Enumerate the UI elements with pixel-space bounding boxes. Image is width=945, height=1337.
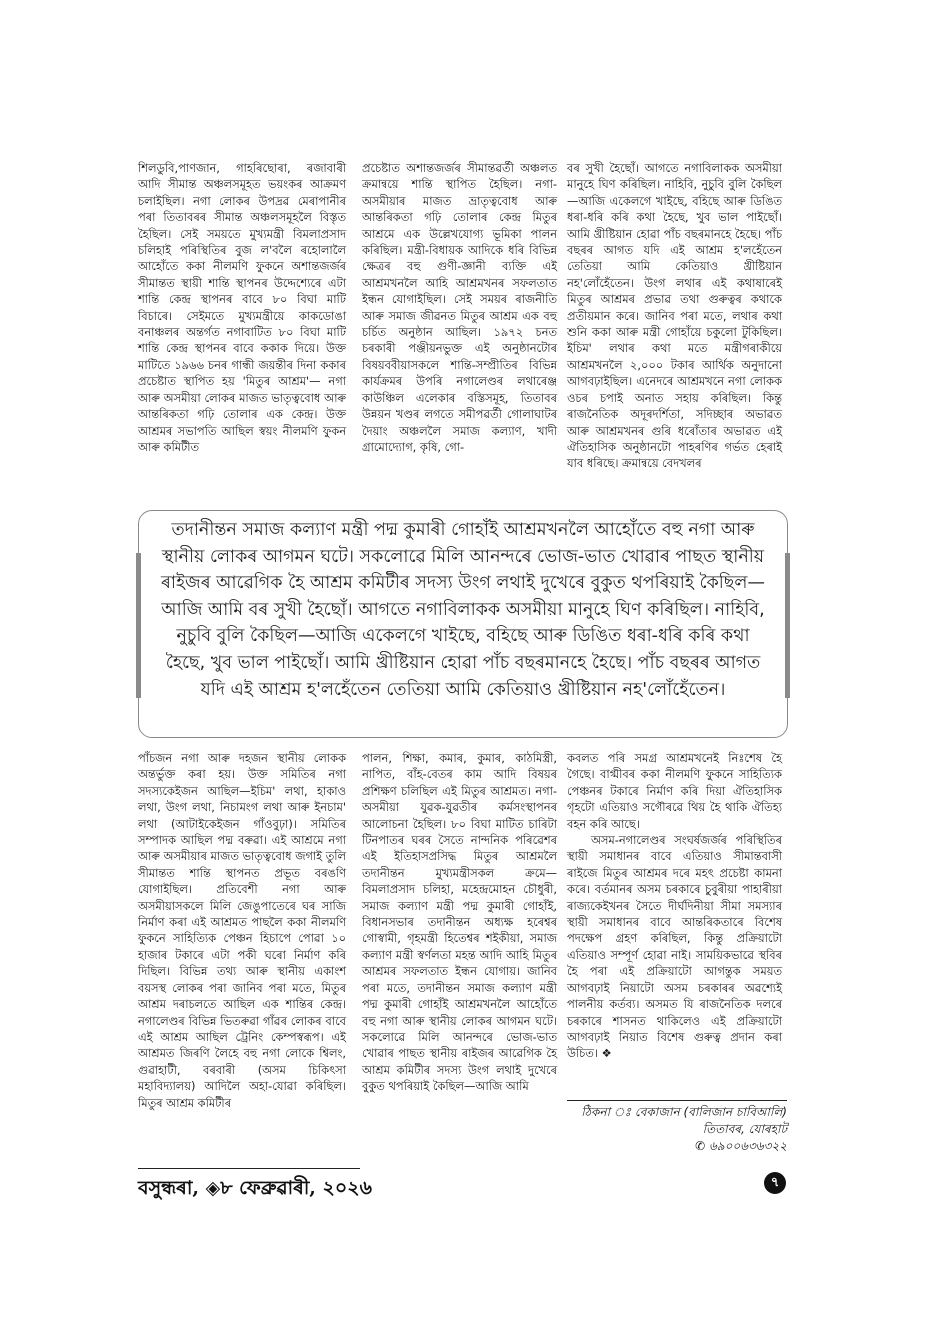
paragraph: শিলডুবি,পাণজান, গাহৰিছোৰা, ৰজাবাৰী আদি সীমান্ত অঞ্চলসমূহত ভয়ংকৰ আক্ৰমণ চলাইছিল। নগা লোকৰ উপদ্ৰৱ মেৰাপানীৰ পৰা তিতাবৰৰ সীমান্ত অঞ্চলসমূহলৈ বিস্তৃত হৈছিল। সেই সময়তে মুখ্যমন্ত্ৰী বিমলাপ্ৰসাদ চলিহাই পৰিস্থিতিৰ বুজ ল'বলৈ ৰহোলালৈ আহোঁতে ককা নীলমণি ফুকনে অশান্তজৰ্জৰ সীমান্তত স্থায়ী শান্তি স্থাপনৰ উদ্দেশ্যেৰে এটা শান্তি কেন্দ্ৰ স্থাপনৰ বাবে ৮০ বিঘা মাটি বিচাৰে। সেইমতে মুখ্যমন্ত্ৰীয়ে কাকডোঙা বনাঞ্চলৰ অন্তৰ্গত নগাবাটিত ৮০ বিঘা মাটি শান্তি কেন্দ্ৰ স্থাপনৰ বাবে ককাক দিয়ে। উক্ত মাটিতে ১৯৬৬ চনৰ গান্ধী জয়ন্তীৰ দিনা ককাৰ প্ৰচেষ্টাত স্থাপিত হয় 'মিতুৰ আশ্ৰম'— নগা আৰু অসমীয়া লোকৰ মাজত ভাতৃত্ববোধ আৰু আন্তৰিকতা গঢ়ি তোলাৰ এক কেন্দ্ৰ। উক্ত আশ্ৰমৰ সভাপতি আছিল স্বয়ং নীলমণি ফুকন আৰু কমিটীত — [138, 161, 346, 454]
article-column-4 — [138, 750, 346, 1111]
paragraph: কবলত পৰি সমগ্ৰ আশ্ৰমখনেই নিঃশেষ হৈ গৈছে। বাগ্মীবৰ ককা নীলমণি ফুকনে সাহিত্যিক পেঞ্চনৰ টকাৰে নিৰ্মাণ কৰি দিয়া ঐতিহাসিক গৃহটো এতিয়াও সগৌৰৱে থিয় হৈ থাকি ঐতিহ্য বহন কৰি আছে। — [567, 751, 782, 831]
article-column-5 — [362, 750, 557, 1095]
paragraph: পাঁচজন নগা আৰু দহজন স্থানীয় লোকক অন্তৰ্ভুক্ত কৰা হয়। উক্ত সমিতিৰ নগা সদস্যকেইজন আছিল—ইচিম' লথা, হাকাও লথা, উংগ লথা, নিচামংগ লথা আৰু ইনচাম' লথা (আটাইকেইজন গাঁওবুঢ়া)। সমিতিৰ সম্পাদক আছিল পদ্ম বৰুৱা। এই আশ্ৰমে নগা আৰু অসমীয়াৰ মাজত ভাতৃত্ববোধ জগাই তুলি সীমান্তত শান্তি স্থাপনত প্ৰভূত বৰঙণি যোগাইছিল। প্ৰতিবেশী নগা আৰু অসমীয়াসকলে মিলি জেঙুপাতেৰে ঘৰ সাজি নিৰ্মাণ কৰা এই আশ্ৰমত পাছলৈ ককা নীলমণি ফুকনে সাহিত্যিক পেঞ্চন হিচাপে পোৱা ১০ হাজাৰ টকাৰে এটা পকী ঘৰো নিৰ্মাণ কৰি দিছিল। বিভিন্ন তথ্য আৰু স্থানীয় একাংশ বয়সস্থ লোকৰ পৰা জানিব পৰা মতে, মিতুৰ আশ্ৰম দৰাচলতে আছিল এক শান্তিৰ কেন্দ্ৰ। নগালেণ্ডৰ বিভিন্ন ভিতৰুৱা গাঁৱৰ লোকৰ বাবে এই আশ্ৰম আছিল ট্ৰেনিং কেম্পস্বৰূপ। এই আশ্ৰমত জিৰণি লৈহে বহু নগা লোকে শ্বিলং, গুৱাহাটী, বৰবাৰী (অসম চিকিৎসা মহাবিদ্যালয়) আদিলৈ অহা-যোৱা কৰিছিল। মিতুৰ আশ্ৰম কমিটীৰ — [138, 751, 346, 1110]
pull-quote-box — [138, 510, 788, 738]
article-column-6 — [567, 750, 782, 1062]
author-address-line1: ঠিকনা ঃ বেকাজান (বালিজান চাবিআলি) — [581, 1105, 787, 1119]
paragraph: অসম-নগালেণ্ডৰ সংঘৰ্ষজৰ্জৰ পৰিস্থিতিৰ স্থায়ী সমাধানৰ বাবে এতিয়াও সীমান্তবাসী ৰাইজে মিতুৰ আশ্ৰমৰ দৰে মহৎ প্ৰচেষ্টা কামনা কৰে। বৰ্তমানৰ অসম চৰকাৰে চুবুৰীয়া পাহাৰীয়া ৰাজ্যকেইখনৰ সৈতে দীৰ্ঘদিনীয়া সীমা সমস্যাৰ স্থায়ী সমাধানৰ বাবে আন্তৰিকতাৰে বিশেষ পদক্ষেপ গ্ৰহণ কৰিছিল, কিন্তু প্ৰক্ৰিয়াটো এতিয়াও সম্পূৰ্ণ হোৱা নাই। সাময়িকভাৱে স্থবিৰ হৈ পৰা এই প্ৰক্ৰিয়াটো আগন্তুক সময়ত আগবঢ়াই নিয়াটো অসম চৰকাৰৰ অৱশ্যেই পালনীয় কৰ্তব্য। অসমত যি ৰাজনৈতিক দলৰে চৰকাৰে শাসনত থাকিলেও এই প্ৰক্ৰিয়াটো আগবঢ়াই নিয়াত বিশেষ গুৰুত্ব প্ৰদান কৰা উচিত। ❖ — [567, 833, 782, 1061]
article-column-1 — [138, 160, 346, 455]
article-column-3 — [567, 160, 782, 472]
article-column-2 — [362, 160, 557, 455]
paragraph: প্ৰচেষ্টাত অশান্তজৰ্জৰ সীমান্তৱৰ্তী অঞ্চলত ক্ৰমান্বয়ে শান্তি স্থাপিত হৈছিল। নগা-অসমীয়াৰ মাজত ভ্ৰাতৃত্ববোধ আৰু আন্তৰিকতা গঢ়ি তোলাৰ কেন্দ্ৰ মিতুৰ আশ্ৰমে এক উল্লেখযোগ্য ভূমিকা পালন কৰিছিল। মন্ত্ৰী-বিধায়ক আদিকে ধৰি বিভিন্ন ক্ষেত্ৰৰ বহু গুণী-জ্ঞানী ব্যক্তি এই আশ্ৰমখনলৈ আহি আশ্ৰমখনৰ সফলতাত ইন্ধন যোগাইছিল। সেই সময়ৰ ৰাজনীতি আৰু সমাজ জীৱনত মিতুৰ আশ্ৰম এক বহু চৰ্চিত অনুষ্ঠান আছিল। ১৯৭২ চনত চৰকাৰী পঞ্জীয়নভুক্ত এই অনুষ্ঠানটোৰ বিষয়ববীয়াসকলে শান্তি-সম্প্ৰীতিৰ বিভিন্ন কাৰ্যক্ৰমৰ উপৰি নগালেণ্ডৰ লথাৰেঞ্জ কাউঞ্চিল এলেকাৰ বস্তিসমূহ, তিতাবৰ উন্নয়ন খণ্ডৰ লগতে সমীপৱৰ্তী গোলাঘাটৰ দৈয়াং অঞ্চললৈ সমাজ কল্যাণ, খাদী গ্ৰামোদ্যোগ, কৃষি, গো- — [362, 161, 557, 454]
footer-publication-date: বসুন্ধৰা, ◈৮ ফেব্ৰুৱাৰী, ২০২৬ — [138, 1177, 372, 1199]
author-signature — [567, 1100, 787, 1155]
paragraph: বৰ সুখী হৈছোঁ। আগতে নগাবিলাকক অসমীয়া মানুহে ঘিণ কৰিছিল। নাহিবি, নুচুবি বুলি কৈছিল—আজি একেলগে খাইছে, বহিছে আৰু ডিঙিত ধৰা-ধৰি কৰি কথা হৈছে, খুব ভাল পাইছোঁ। আমি খ্ৰীষ্টিয়ান হোৱা পাঁচ বছৰমানহে হৈছে। পাঁচ বছৰৰ আগত যদি এই আশ্ৰম হ'লহেঁতেন তেতিয়া আমি কেতিয়াও খ্ৰীষ্টিয়ান নহ'লোঁহেঁতেন। উংগ লথাৰ এই কথাষাৰেই মিতুৰ আশ্ৰমৰ প্ৰভাৱ তথা গুৰুত্বৰ কথাকে প্ৰতীয়মান কৰে। জানিব পৰা মতে, লথাৰ কথা শুনি ককা আৰু মন্ত্ৰী গোহাঁয়ে চকুলো টুকিছিল। ইচিম' লথাৰ কথা মতে মন্ত্ৰীগৰাকীয়ে আশ্ৰমখনলৈ ২,০০০ টকাৰ আৰ্থিক অনুদানো আগবঢ়াইছিল। এনেদৰে আশ্ৰমখনে নগা লোকক ওচৰ চপাই অনাত সহায় কৰিছিল। কিন্তু ৰাজনৈতিক অদূৰদৰ্শিতা, সদিচ্ছাৰ অভাৱত আৰু আশ্ৰমখনৰ গুৰি ধৰোঁতাৰ অভাৱত এই ঐতিহাসিক অনুষ্ঠানটো পাহৰণিৰ গৰ্ভত হেৰাই যাব ধৰিছে। ক্ৰমান্বয়ে বেদখলৰ — [567, 161, 782, 471]
author-phone: ✆ ৬৯০০৬৩৬৩২২ — [695, 1139, 787, 1153]
pull-quote-right-bar — [785, 553, 790, 698]
pull-quote-left-bar — [136, 553, 141, 698]
footer-divider — [138, 1168, 360, 1169]
page-number-badge: ৭ — [764, 1172, 786, 1194]
paragraph: পালন, শিক্ষা, কমাৰ, কুমাৰ, কাঠমিস্ত্ৰী, নাপিত, বাঁহ-বেতৰ কাম আদি বিষয়ৰ প্ৰশিক্ষণ চলিছিল এই মিতুৰ আশ্ৰমত। নগা-অসমীয়া যুৱক-যুৱতীৰ কৰ্মসংস্থাপনৰ আলোচনা হৈছিল। ৮০ বিঘা মাটিত চাৰিটা টিনপাতৰ ঘৰৰ সৈতে নান্দনিক পৰিৱেশৰ এই ইতিহাসপ্ৰসিদ্ধ মিতুৰ আশ্ৰমলৈ তদানীন্তন মুখ্যমন্ত্ৰীসকল ক্ৰমে— বিমলাপ্ৰসাদ চলিহা, মহেন্দ্ৰমোহন চৌধুৰী, সমাজ কল্যাণ মন্ত্ৰী পদ্ম কুমাৰী গোহাঁই, বিধানসভাৰ তদানীন্তন অধ্যক্ষ হৰেশ্বৰ গোস্বামী, গৃহমন্ত্ৰী হিতেশ্বৰ শইকীয়া, সমাজ কল্যাণ মন্ত্ৰী স্বৰ্ণলতা মহন্ত আদি আহি মিতুৰ আশ্ৰমৰ সফলতাত ইন্ধন যোগায়। জানিব পৰা মতে, তদানীন্তন সমাজ কল্যাণ মন্ত্ৰী পদ্ম কুমাৰী গোহাঁই আশ্ৰমখনলৈ আহোঁতে বহু নগা আৰু স্থানীয় লোকৰ আগমন ঘটে। সকলোৱে মিলি আনন্দৰে ভোজ-ভাত খোৱাৰ পাছত স্থানীয় ৰাইজৰ আৱেগিক হৈ আশ্ৰম কমিটীৰ সদস্য উংগ লথাই দুখেৰে বুকুত থপৰিয়াই কৈছিল—আজি আমি — [362, 751, 557, 1094]
pull-quote-text: তদানীন্তন সমাজ কল্যাণ মন্ত্ৰী পদ্ম কুমাৰী গোহাঁই আশ্ৰমখনলৈ আহোঁতে বহু নগা আৰু স্থানীয় লোকৰ আগমন ঘটে। সকলোৱে মিলি আনন্দৰে ভোজ-ভাত খোৱাৰ পাছত স্থানীয় ৰাইজৰ আৱেগিক হৈ আশ্ৰম কমিটীৰ সদস্য উংগ লথাই দুখেৰে বুকুত থপৰিয়াই কৈছিল—আজি আমি বৰ সুখী হৈছোঁ। আগতে নগাবিলাকক অসমীয়া মানুহে ঘিণ কৰিছিল। নাহিবি, নুচুবি বুলি কৈছিল—আজি একেলগে খাইছে, বহিছে আৰু ডিঙিত ধৰা-ধৰি কৰি কথা হৈছে, খুব ভাল পাইছোঁ। আমি খ্ৰীষ্টিয়ান হোৱা পাঁচ বছৰমানহে হৈছে। পাঁচ বছৰৰ আগত যদি এই আশ্ৰম হ'লহেঁতেন তেতিয়া আমি কেতিয়াও খ্ৰীষ্টিয়ান নহ'লোঁহেঁতেন। — [161, 520, 765, 700]
author-address-line2: তিতাবৰ, যোৰহাট — [702, 1122, 787, 1136]
signature-divider — [567, 1100, 787, 1101]
